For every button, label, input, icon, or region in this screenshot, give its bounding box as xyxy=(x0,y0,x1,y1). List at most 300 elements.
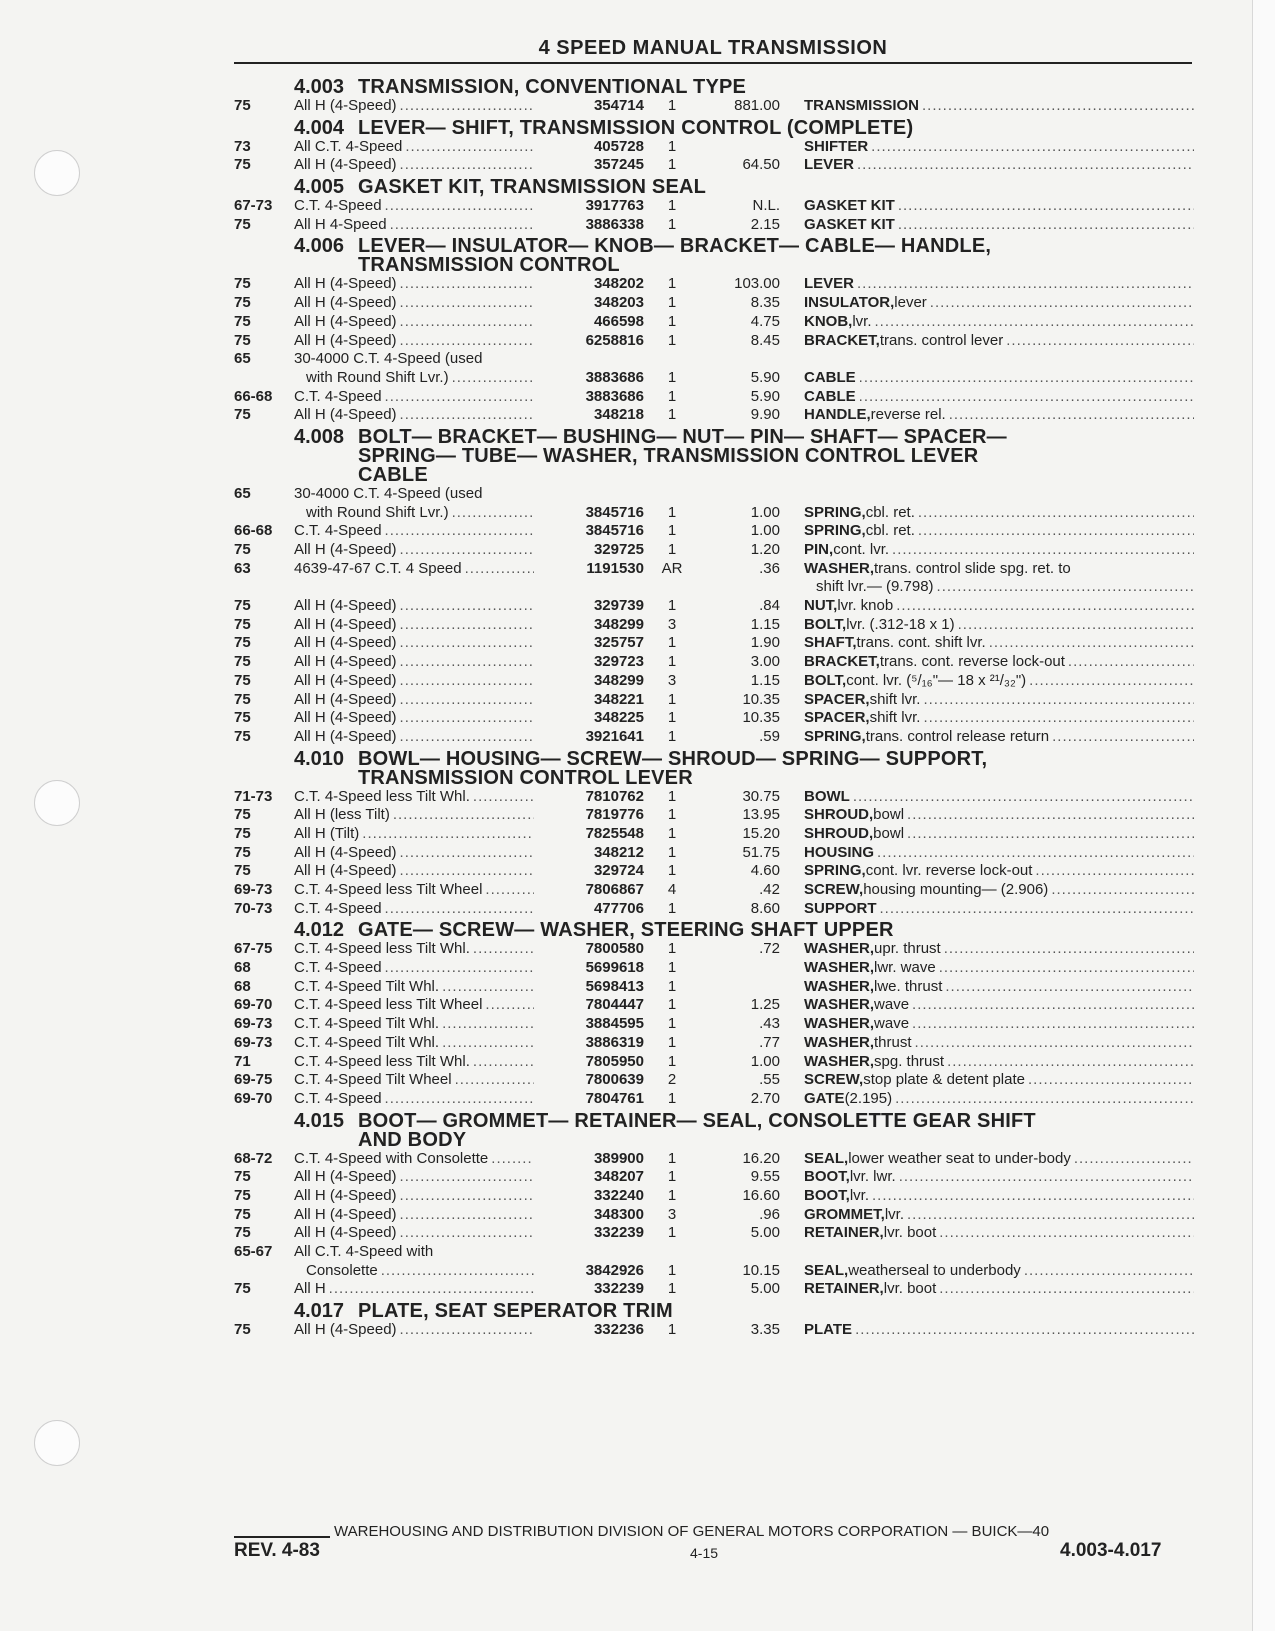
model-year xyxy=(234,504,294,523)
quantity: 1 xyxy=(667,899,677,917)
part-number: 348218 xyxy=(593,406,644,424)
section-title xyxy=(358,747,1194,789)
part-name-bold: HANDLE, xyxy=(804,406,871,424)
model-year: 75 xyxy=(234,690,251,708)
part-row xyxy=(234,1321,1194,1340)
part-name xyxy=(780,672,1194,691)
dot-leader xyxy=(397,691,534,710)
dot-leader xyxy=(397,728,534,747)
part-name-detail: cbl. ret. xyxy=(865,522,915,540)
part-name xyxy=(780,788,1194,807)
part-number: 5698413 xyxy=(585,977,644,995)
application-text: All H (4-Speed) xyxy=(294,671,397,689)
part-name-bold: RETAINER, xyxy=(804,1224,884,1242)
dot-leader xyxy=(856,369,1194,388)
model-year xyxy=(234,1262,294,1281)
dot-leader xyxy=(936,959,1194,978)
page-edge xyxy=(1252,0,1275,1631)
application xyxy=(294,634,534,653)
dot-leader xyxy=(390,806,534,825)
dot-leader xyxy=(397,332,534,351)
section-title-line: TRANSMISSION CONTROL LEVER xyxy=(358,766,693,789)
quantity: 1 xyxy=(667,1149,677,1167)
application xyxy=(294,672,534,691)
dot-leader xyxy=(397,709,534,728)
dot-leader xyxy=(387,216,534,235)
dot-leader xyxy=(470,788,534,807)
application xyxy=(294,197,534,216)
section-title-line: BOLT— BRACKET— BUSHING— NUT— PIN— SHAFT— SPACER— xyxy=(358,425,1007,448)
quantity: 1 xyxy=(667,1168,677,1186)
part-name xyxy=(780,1015,1194,1034)
part-name xyxy=(780,504,1194,523)
part-row xyxy=(234,1053,1194,1072)
price: 2.15 xyxy=(750,215,780,233)
dot-leader xyxy=(382,1090,534,1109)
binder-hole-bottom xyxy=(34,1420,80,1466)
part-row xyxy=(234,672,1194,691)
quantity: 1 xyxy=(667,1186,677,1204)
model-year: 75 xyxy=(234,862,251,880)
section-title xyxy=(358,1302,1194,1321)
part-name xyxy=(780,1243,1194,1262)
part-number xyxy=(534,350,644,369)
part-name xyxy=(780,862,1194,881)
part-number xyxy=(534,1243,644,1262)
application xyxy=(294,940,534,959)
price: .84 xyxy=(759,597,780,615)
quantity: 1 xyxy=(667,940,677,958)
part-number: 405728 xyxy=(593,137,644,155)
part-name-detail: shift lvr. xyxy=(869,690,921,708)
application-text: All H (4-Speed) xyxy=(294,1168,397,1186)
application-text: C.T. 4-Speed xyxy=(294,1089,382,1107)
section-header xyxy=(234,747,1194,789)
application xyxy=(294,97,534,116)
part-name-detail: lvr. (.312-18 x 1) xyxy=(846,615,955,633)
dot-leader xyxy=(397,653,534,672)
part-name-detail: lvr. lwr. xyxy=(849,1168,896,1186)
section-title xyxy=(358,425,1194,486)
application-text: C.T. 4-Speed less Tilt Whl. xyxy=(294,1052,470,1070)
price xyxy=(700,138,780,157)
model-year: 75 xyxy=(234,215,251,233)
part-name-bold: GASKET KIT xyxy=(804,197,895,215)
part-name xyxy=(780,881,1194,900)
dot-leader xyxy=(452,1071,534,1090)
application-text: All H (4-Speed) xyxy=(294,615,397,633)
part-number: 348203 xyxy=(593,294,644,312)
part-row xyxy=(234,940,1194,959)
section-title-line: PLATE, SEAT SEPERATOR TRIM xyxy=(358,1300,673,1323)
price: 3.00 xyxy=(750,653,780,671)
part-name-detail: cont. lvr. (⁵/₁₆"— 18 x ²¹/₃₂") xyxy=(846,671,1027,689)
part-row xyxy=(234,691,1194,710)
part-name xyxy=(780,1034,1194,1053)
part-number: 3886319 xyxy=(585,1033,644,1051)
price: N.L. xyxy=(752,197,780,215)
section-title xyxy=(358,921,1194,940)
catalog-section xyxy=(234,78,1194,116)
dot-leader xyxy=(397,862,534,881)
quantity: 3 xyxy=(667,671,677,689)
price: 10.35 xyxy=(742,690,780,708)
part-name-bold: WASHER, xyxy=(804,559,875,577)
part-row xyxy=(234,388,1194,407)
part-number: 7800639 xyxy=(585,1071,644,1089)
application xyxy=(294,275,534,294)
part-number: 7804761 xyxy=(585,1089,644,1107)
dot-leader xyxy=(439,978,534,997)
quantity: 1 xyxy=(667,503,677,521)
application xyxy=(294,1034,534,1053)
part-name-detail: lever xyxy=(894,294,927,312)
part-name xyxy=(780,1187,1194,1206)
application-text: All H (4-Speed) xyxy=(294,275,397,293)
part-number xyxy=(534,578,644,597)
dot-leader xyxy=(397,1168,534,1187)
part-row-continuation xyxy=(234,369,1194,388)
part-name-detail: shift lvr.— (9.798) xyxy=(816,578,934,596)
part-name-detail: housing mounting— (2.906) xyxy=(863,881,1049,898)
section-header xyxy=(234,1302,1194,1321)
section-number: 4.010 xyxy=(294,747,345,770)
dot-leader xyxy=(397,616,534,635)
part-name xyxy=(780,332,1194,351)
price: 64.50 xyxy=(742,156,780,174)
price: 13.95 xyxy=(742,806,780,824)
dot-leader xyxy=(919,97,1194,116)
price: 4.75 xyxy=(750,312,780,330)
price: 30.75 xyxy=(742,787,780,805)
dot-leader xyxy=(1049,728,1194,747)
part-name-bold: SPRING, xyxy=(804,522,866,540)
quantity: 1 xyxy=(667,843,677,861)
part-row xyxy=(234,560,1194,579)
part-number: 332239 xyxy=(593,1224,644,1242)
part-name xyxy=(780,1224,1194,1243)
dot-leader xyxy=(397,313,534,332)
part-number: 7819776 xyxy=(585,806,644,824)
model-year: 75 xyxy=(234,294,251,312)
part-name-bold: LEVER xyxy=(804,156,855,174)
quantity: 1 xyxy=(667,709,677,727)
dot-leader xyxy=(449,369,534,388)
part-name-detail: trans. cont. reverse lock-out xyxy=(879,653,1065,671)
application-text: All H (4-Speed) xyxy=(294,331,397,349)
application xyxy=(294,294,534,313)
price: 10.35 xyxy=(742,709,780,727)
part-name-bold: SHROUD, xyxy=(804,806,874,824)
dot-leader xyxy=(850,788,1194,807)
quantity: 1 xyxy=(667,824,677,842)
part-name-bold: SPACER, xyxy=(804,709,870,727)
quantity: 1 xyxy=(667,197,677,215)
dot-leader xyxy=(397,1321,534,1340)
part-name xyxy=(780,313,1194,332)
part-name-bold: LEVER xyxy=(804,275,855,293)
price: 9.55 xyxy=(750,1168,780,1186)
application-text: 4639-47-67 C.T. 4 Speed xyxy=(294,559,462,577)
part-name-detail: lvr. knob xyxy=(837,597,894,615)
part-name xyxy=(780,1053,1194,1072)
dot-leader xyxy=(326,1280,534,1299)
dot-leader xyxy=(892,1090,1194,1109)
part-number: 329723 xyxy=(593,653,644,671)
dot-leader xyxy=(470,1053,534,1072)
price: 10.15 xyxy=(742,1261,780,1279)
application-text: with Round Shift Lvr.) xyxy=(306,503,449,521)
application-text: All H (4-Speed) xyxy=(294,541,397,558)
quantity: 1 xyxy=(667,215,677,233)
part-name xyxy=(780,1168,1194,1187)
part-row xyxy=(234,881,1194,900)
dot-leader xyxy=(942,978,1194,997)
part-number: 348221 xyxy=(593,690,644,708)
price xyxy=(700,959,780,978)
model-year: 65 xyxy=(234,484,251,502)
part-number: 332236 xyxy=(593,1321,644,1339)
part-number: 3845716 xyxy=(585,503,644,521)
part-row xyxy=(234,541,1194,560)
dot-leader xyxy=(382,197,534,216)
section-title-line: TRANSMISSION, CONVENTIONAL TYPE xyxy=(358,76,747,98)
application xyxy=(294,1321,534,1340)
dot-leader xyxy=(912,1034,1194,1053)
dot-leader xyxy=(920,709,1194,728)
model-year: 69-75 xyxy=(234,1071,273,1089)
dot-leader xyxy=(904,806,1194,825)
part-row xyxy=(234,597,1194,616)
price: 5.00 xyxy=(750,1224,780,1242)
application-text: All H (4-Speed) xyxy=(294,862,397,880)
model-year: 75 xyxy=(234,709,251,727)
binder-hole-top xyxy=(34,150,80,196)
part-number: 7800580 xyxy=(585,940,644,958)
quantity: 1 xyxy=(667,1033,677,1051)
model-year: 71-73 xyxy=(234,787,273,805)
dot-leader xyxy=(488,1150,534,1169)
dot-leader xyxy=(397,294,534,313)
application xyxy=(294,959,534,978)
section-title-line: BOOT— GROMMET— RETAINER— SEAL, CONSOLETTE GEAR SHIFT xyxy=(358,1109,1036,1132)
price: .36 xyxy=(759,559,780,577)
part-name xyxy=(780,197,1194,216)
part-name xyxy=(780,350,1194,369)
application-text: with Round Shift Lvr.) xyxy=(306,368,449,386)
section-title-line: GASKET KIT, TRANSMISSION SEAL xyxy=(358,176,707,199)
application xyxy=(294,1015,534,1034)
price: .59 xyxy=(759,727,780,745)
model-year: 75 xyxy=(234,331,251,349)
part-name xyxy=(780,578,1194,597)
catalog-section xyxy=(234,921,1194,1108)
part-name-bold: TRANSMISSION xyxy=(804,97,920,114)
part-number: 3842926 xyxy=(585,1261,644,1279)
dot-leader xyxy=(397,275,534,294)
dot-leader xyxy=(941,940,1194,959)
model-year xyxy=(234,369,294,388)
part-row xyxy=(234,978,1194,997)
quantity: 1 xyxy=(667,597,677,615)
dot-leader xyxy=(1025,1071,1194,1090)
dot-leader xyxy=(397,634,534,653)
part-row-continuation xyxy=(234,504,1194,523)
part-number: 466598 xyxy=(593,312,644,330)
part-name xyxy=(780,216,1194,235)
part-row xyxy=(234,1090,1194,1109)
section-header xyxy=(234,921,1194,940)
model-year: 71 xyxy=(234,1052,251,1070)
dot-leader xyxy=(1003,332,1194,351)
dot-leader xyxy=(482,881,534,900)
part-name-bold: SPRING, xyxy=(804,503,866,521)
part-name xyxy=(780,1280,1194,1299)
part-row xyxy=(234,406,1194,425)
part-row xyxy=(234,294,1194,313)
application-text: All H (4-Speed) xyxy=(294,156,397,174)
application xyxy=(294,1168,534,1187)
part-name-bold: GASKET KIT xyxy=(804,215,895,233)
part-name xyxy=(780,959,1194,978)
dot-leader xyxy=(449,504,534,523)
application xyxy=(294,1071,534,1090)
application-text: Consolette xyxy=(306,1261,378,1279)
price: 9.90 xyxy=(750,406,780,424)
part-number: 477706 xyxy=(593,899,644,917)
part-name-bold: GROMMET, xyxy=(804,1205,885,1223)
section-number: 4.005 xyxy=(294,176,345,199)
application-text: All H (4-Speed) xyxy=(294,406,397,424)
dot-leader xyxy=(397,1187,534,1206)
dot-leader xyxy=(439,1034,534,1053)
quantity: 1 xyxy=(667,1280,677,1298)
application xyxy=(294,1262,534,1281)
model-year: 69-73 xyxy=(234,1015,273,1033)
part-name-bold: BRACKET, xyxy=(804,653,880,671)
section-title-line: LEVER— INSULATOR— KNOB— BRACKET— CABLE— HANDLE, xyxy=(358,235,992,258)
model-year: 75 xyxy=(234,1186,251,1204)
part-name xyxy=(780,653,1194,672)
part-row xyxy=(234,485,1194,504)
part-name xyxy=(780,806,1194,825)
part-name xyxy=(780,138,1194,157)
part-row xyxy=(234,138,1194,157)
quantity: 3 xyxy=(667,615,677,633)
dot-leader xyxy=(382,959,534,978)
model-year: 75 xyxy=(234,1321,251,1339)
part-name xyxy=(780,616,1194,635)
price: 1.00 xyxy=(750,503,780,521)
price: 16.60 xyxy=(742,1186,780,1204)
part-name-detail: cont. lvr. xyxy=(833,541,890,558)
part-row xyxy=(234,97,1194,116)
application-text: C.T. 4-Speed xyxy=(294,197,382,215)
part-row xyxy=(234,156,1194,175)
part-row xyxy=(234,1168,1194,1187)
section-header xyxy=(234,237,1194,275)
dot-leader xyxy=(397,541,534,560)
quantity: 1 xyxy=(667,406,677,424)
application xyxy=(294,709,534,728)
part-number: 348225 xyxy=(593,709,644,727)
part-name-detail: cbl. ret. xyxy=(865,503,915,521)
dot-leader xyxy=(915,522,1194,541)
part-name-detail: lower weather seat to under-body xyxy=(848,1149,1071,1167)
part-name-bold: CABLE xyxy=(804,368,856,386)
dot-leader xyxy=(915,504,1194,523)
dot-leader xyxy=(397,1206,534,1225)
part-row xyxy=(234,522,1194,541)
part-name-detail: cont. lvr. reverse lock-out xyxy=(865,862,1033,880)
dot-leader xyxy=(1032,862,1194,881)
part-number xyxy=(534,485,644,504)
model-year: 69-70 xyxy=(234,996,273,1014)
model-year: 68 xyxy=(234,977,251,995)
application-text: C.T. 4-Speed Tilt Whl. xyxy=(294,1015,440,1033)
quantity xyxy=(644,485,700,504)
part-number: 3883686 xyxy=(585,387,644,405)
dot-leader xyxy=(955,616,1194,635)
application xyxy=(294,156,534,175)
part-row xyxy=(234,862,1194,881)
price: 16.20 xyxy=(742,1149,780,1167)
application-text: C.T. 4-Speed Tilt Whl. xyxy=(294,977,440,995)
catalog-section xyxy=(234,178,1194,234)
dot-leader xyxy=(909,996,1194,1015)
part-name xyxy=(780,522,1194,541)
part-name xyxy=(780,1150,1194,1169)
application-text: C.T. 4-Speed less Tilt Wheel xyxy=(294,881,483,898)
part-number: 3886338 xyxy=(585,215,644,233)
model-year: 75 xyxy=(234,1280,251,1298)
model-year: 63 xyxy=(234,559,251,577)
quantity: 4 xyxy=(667,881,677,898)
revision-label: REV. 4-83 xyxy=(234,1540,320,1561)
model-year: 75 xyxy=(234,597,251,615)
part-name-bold: WASHER, xyxy=(804,977,875,995)
quantity: 1 xyxy=(667,312,677,330)
part-name-bold: WASHER, xyxy=(804,1052,875,1070)
part-name xyxy=(780,388,1194,407)
part-row xyxy=(234,1187,1194,1206)
part-row xyxy=(234,653,1194,672)
model-year: 65 xyxy=(234,350,251,368)
part-row xyxy=(234,1243,1194,1262)
dot-leader xyxy=(382,388,534,407)
dot-leader xyxy=(936,1224,1194,1243)
footer-rule xyxy=(234,1536,330,1538)
part-number: 7810762 xyxy=(585,787,644,805)
dot-leader xyxy=(397,156,534,175)
catalog-section xyxy=(234,1302,1194,1340)
model-year: 75 xyxy=(234,843,251,861)
quantity: AR xyxy=(661,559,683,577)
dot-leader xyxy=(439,1015,534,1034)
price: 5.00 xyxy=(750,1280,780,1298)
part-row xyxy=(234,959,1194,978)
dot-leader xyxy=(868,138,1194,157)
application xyxy=(294,350,534,369)
dot-leader xyxy=(856,388,1194,407)
part-name xyxy=(780,728,1194,747)
price xyxy=(700,485,780,504)
part-name xyxy=(780,691,1194,710)
quantity xyxy=(644,1243,700,1262)
application xyxy=(294,862,534,881)
price: 4.60 xyxy=(750,862,780,880)
dot-leader xyxy=(904,825,1194,844)
